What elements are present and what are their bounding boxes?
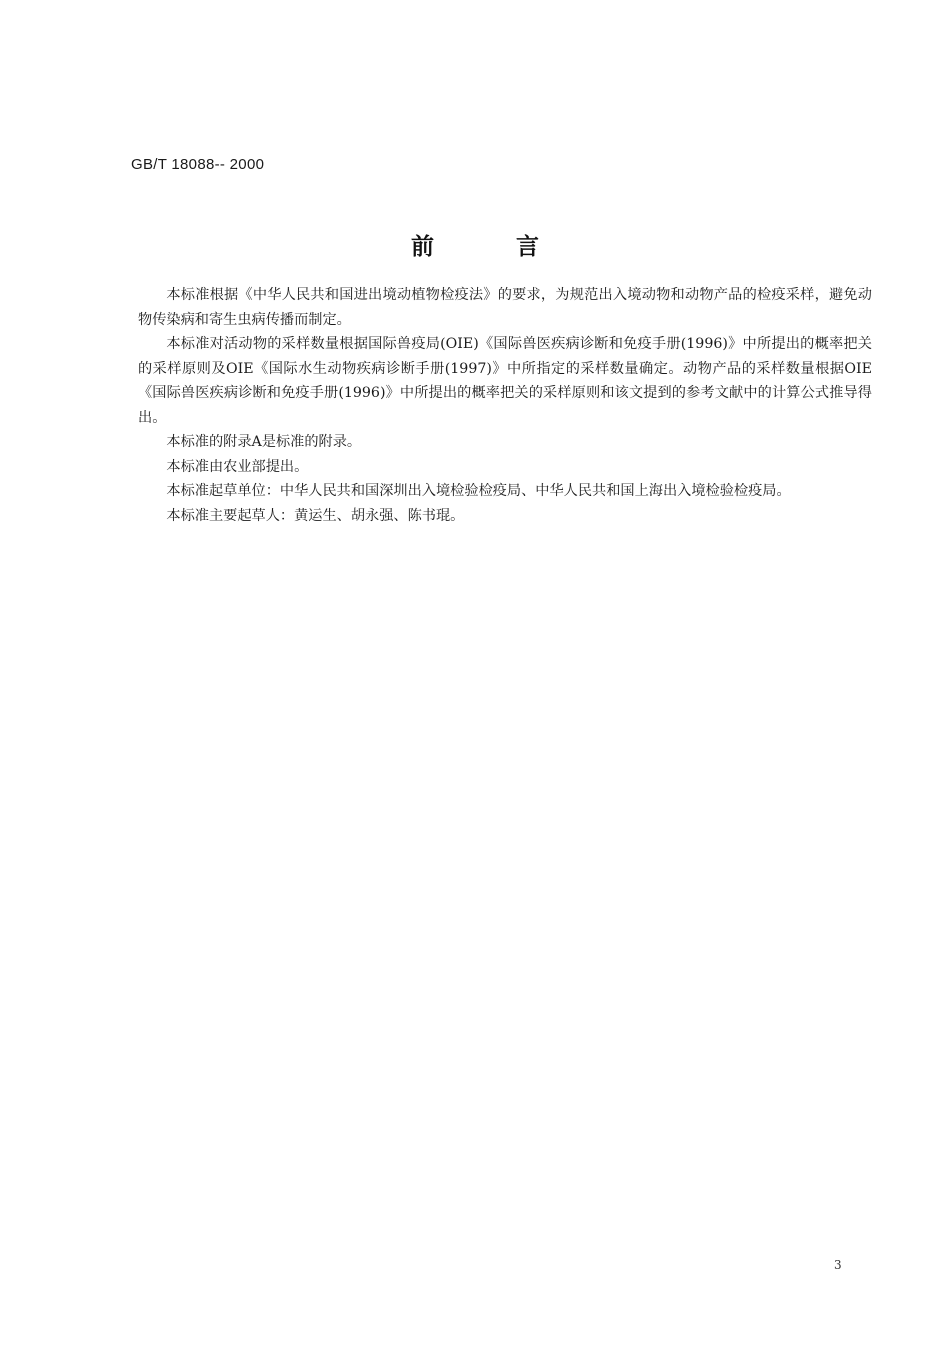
foreword-body (138, 283, 872, 528)
paragraph: 本标准主要起草人：黄运生、胡永强、陈书琨。 (166, 507, 465, 524)
standard-code: GB/T 18088-- 2000 (131, 156, 265, 173)
paragraph: 本标准起草单位：中华人民共和国深圳出入境检验检疫局、中华人民共和国上海出入境检验检疫局。 (166, 483, 791, 499)
page-title: 前言 (411, 234, 621, 260)
paragraph: 本标准的附录A是标准的附录。 (166, 434, 362, 450)
page-number: 3 (834, 1258, 842, 1272)
paragraph: 本标准根据《中华人民共和国进出境动植物检疫法》的要求，为规范出入境动物和动物产品的检疫采样，避免动物传染病和寄生虫病传播而制定。 (138, 287, 872, 328)
paragraph: 本标准由农业部提出。 (166, 458, 309, 475)
paragraph: 本标准对活动物的采样数量根据国际兽疫局(OIE)《国际兽医疾病诊断和免疫手册(1996)》中所提出的概率把关的采样原则及OIE《国际水生动物疾病诊断手册(1997)》中所指定的采样数量确定。动物产品的采样数量根据OIE《国际兽医疾病诊断和免疫手册(1996)》中所提出的概率把关的采样原则和该文提到的参考文献中的计算公式推导得出。 (138, 336, 872, 426)
